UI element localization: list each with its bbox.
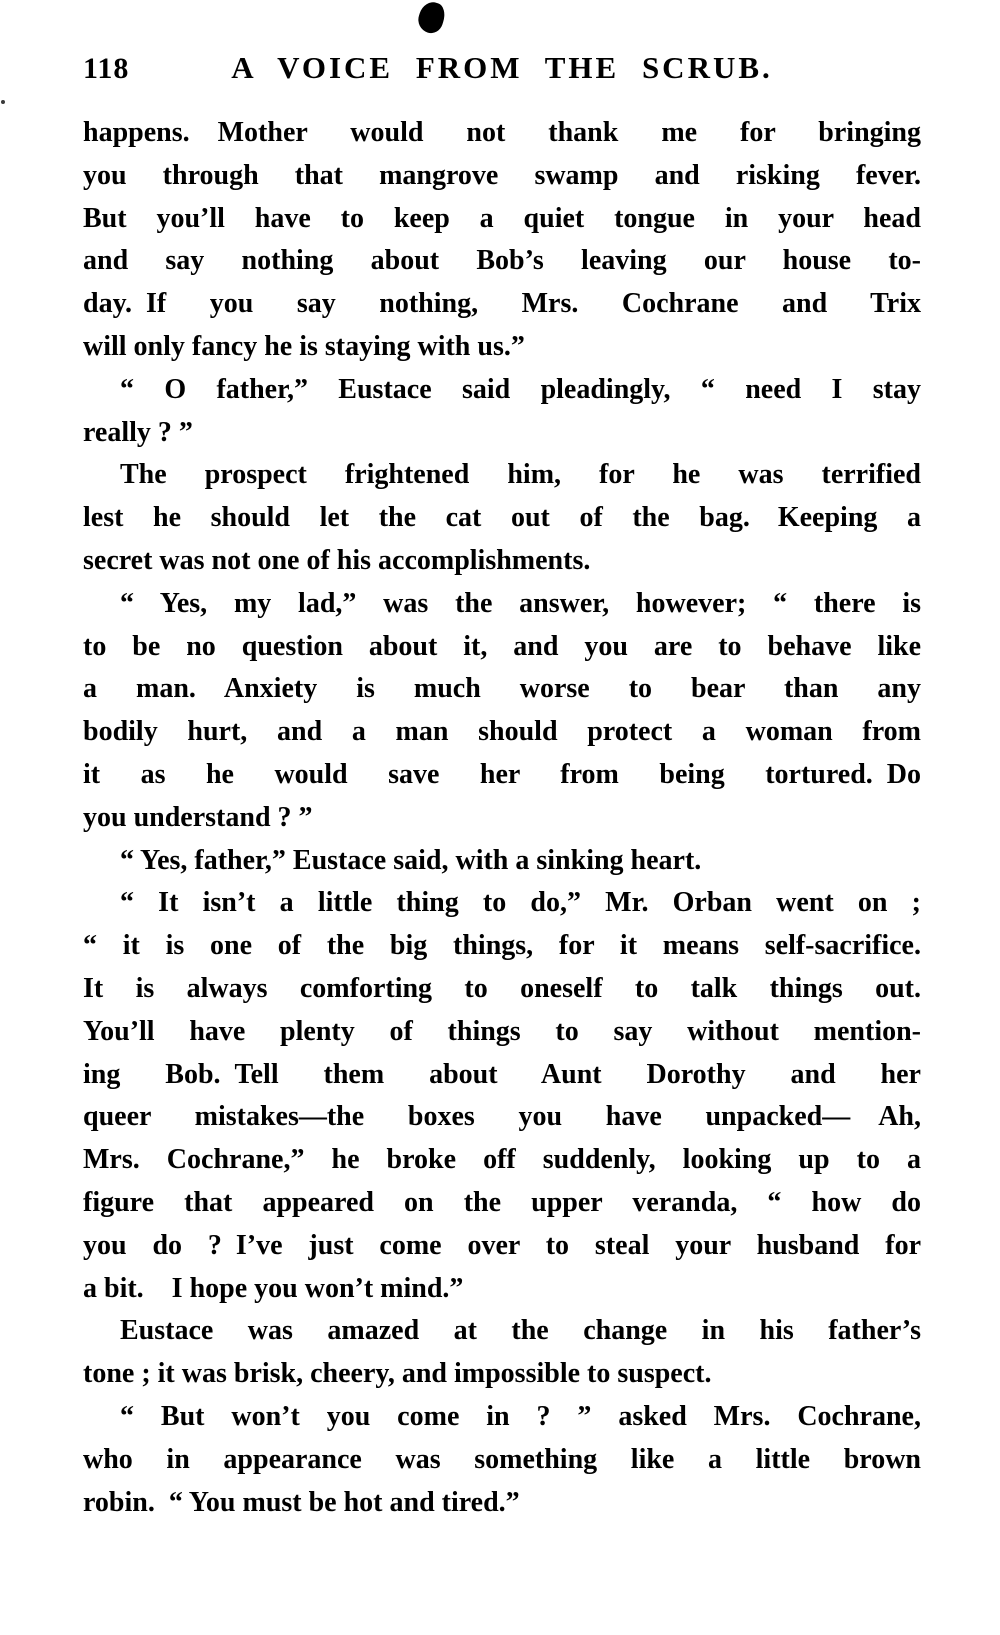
text-line: It is always comforting to oneself to talk things out. bbox=[83, 972, 921, 1004]
text-line: “ it is one of the big things, for it means self-sacrifice. bbox=[83, 930, 921, 962]
paragraph bbox=[83, 454, 921, 582]
text-line: it as he would save her from being tortured. Do bbox=[83, 758, 921, 790]
text-line: figure that appeared on the upper veranda, “ how do bbox=[83, 1186, 921, 1218]
text-line: will only fancy he is staying with us.” bbox=[83, 330, 525, 362]
text-line: a man. Anxiety is much worse to bear than any bbox=[83, 673, 921, 705]
scan-speck bbox=[1, 100, 5, 104]
text-line: You’ll have plenty of things to say without mention- bbox=[83, 1015, 921, 1047]
text-line: lest he should let the cat out of the bag. Keeping a bbox=[83, 502, 921, 534]
text-line: “ Yes, my lad,” was the answer, however; “ there is bbox=[120, 587, 921, 619]
text-line: “ It isn’t a little thing to do,” Mr. Orban went on ; bbox=[120, 887, 921, 919]
text-line: who in appearance was something like a little brown bbox=[83, 1443, 921, 1475]
text-line: and say nothing about Bob’s leaving our house to- bbox=[83, 245, 921, 277]
running-title: A VOICE FROM THE SCRUB. bbox=[231, 50, 773, 85]
text-line: secret was not one of his accomplishments. bbox=[83, 544, 591, 576]
text-line: bodily hurt, and a man should protect a woman from bbox=[83, 716, 921, 748]
text-line: a bit. I hope you won’t mind.” bbox=[83, 1272, 464, 1304]
paragraph bbox=[83, 1310, 921, 1396]
text-line: But you’ll have to keep a quiet tongue in your head bbox=[83, 202, 921, 234]
text-line: you do ? I’ve just come over to steal your husband for bbox=[83, 1229, 921, 1261]
text-line: really ? ” bbox=[83, 416, 193, 448]
paragraph bbox=[83, 882, 921, 1310]
page-number: 118 bbox=[83, 52, 130, 85]
text-line: “ O father,” Eustace said pleadingly, “ need I stay bbox=[120, 373, 921, 405]
text-line: Mrs. Cochrane,” he broke off suddenly, looking up to a bbox=[83, 1144, 921, 1176]
ink-blot-icon bbox=[415, 0, 448, 36]
text-line: day. If you say nothing, Mrs. Cochrane and Trix bbox=[83, 288, 921, 320]
text-line: tone ; it was brisk, cheery, and impossible to suspect. bbox=[83, 1358, 712, 1390]
text-line: happens. Mother would not thank me for bringing bbox=[83, 117, 921, 148]
text-line: you understand ? ” bbox=[83, 801, 313, 833]
text-line: queer mistakes—the boxes you have unpacked— Ah, bbox=[83, 1101, 921, 1133]
text-line: Eustace was amazed at the change in his father’s bbox=[120, 1315, 921, 1347]
text-line: to be no question about it, and you are to behave like bbox=[83, 630, 921, 662]
paragraph bbox=[83, 1396, 921, 1524]
paragraph bbox=[83, 112, 921, 369]
text-line: you through that mangrove swamp and risking fever. bbox=[83, 159, 921, 191]
text-line: The prospect frightened him, for he was terrified bbox=[120, 459, 921, 491]
text-line: “ Yes, father,” Eustace said, with a sinking heart. bbox=[120, 844, 702, 876]
text-line: robin. “ You must be hot and tired.” bbox=[83, 1486, 520, 1518]
running-header bbox=[83, 50, 921, 90]
paragraph bbox=[83, 840, 921, 883]
text-line: “ But won’t you come in ? ” asked Mrs. Cochrane, bbox=[120, 1400, 921, 1432]
paragraph bbox=[83, 583, 921, 840]
page-text bbox=[83, 112, 921, 1524]
paragraph bbox=[83, 369, 921, 455]
text-line: ing Bob. Tell them about Aunt Dorothy and her bbox=[83, 1058, 921, 1090]
